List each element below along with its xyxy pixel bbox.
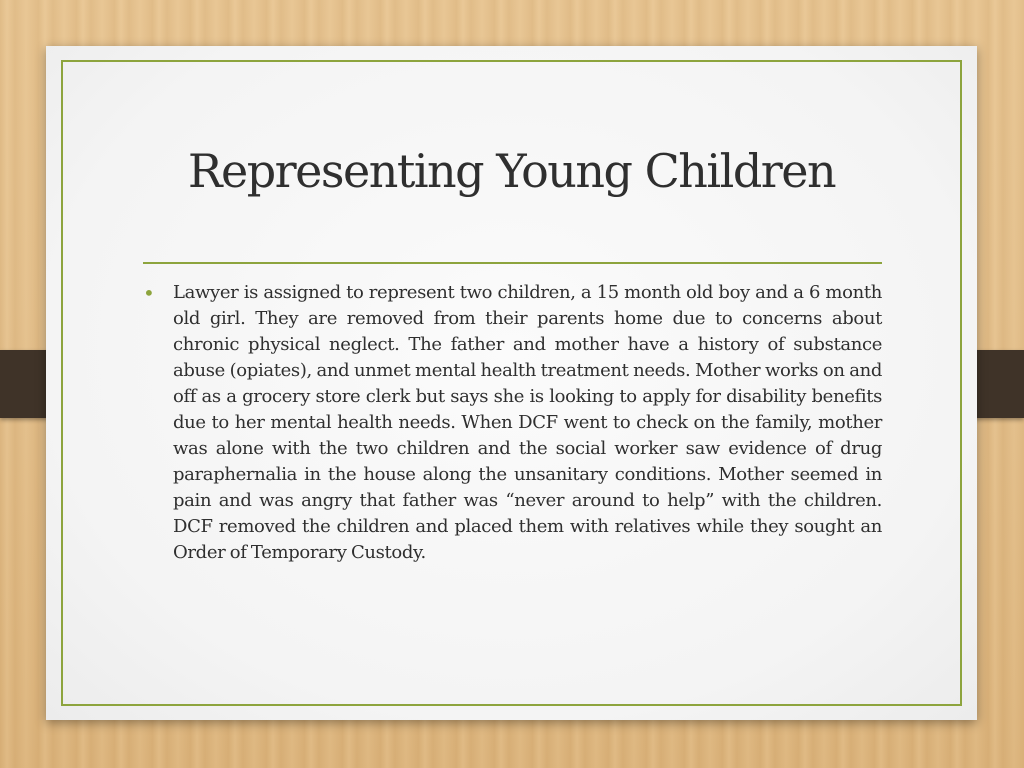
bullet-list	[143, 280, 882, 566]
slide-title: Representing Young Children	[187, 144, 836, 198]
title-divider	[143, 262, 882, 264]
bullet-dot-icon: •	[143, 281, 155, 305]
slide-card	[46, 46, 977, 720]
bullet-item	[143, 280, 882, 566]
bullet-text: Lawyer is assigned to represent two children, a 15 month old boy and a 6 month old girl. They are removed from their parents home due to concerns about chronic physical neglect. The father and mother have a history of substance abuse (opiates), and unmet mental health treatment needs. Mother works on and off as a grocery store clerk but says she is looking to apply for disability benefits due to her mental health needs. When DCF went to check on the family, mother was alone with the two children and the social worker saw evidence of drug paraphernalia in the house along the unsanitary conditions. Mother seemed in pain and was angry that father was “never around to help” with the children. DCF removed the children and placed them with relatives while they sought an Order of Temporary Custody.	[173, 282, 882, 563]
